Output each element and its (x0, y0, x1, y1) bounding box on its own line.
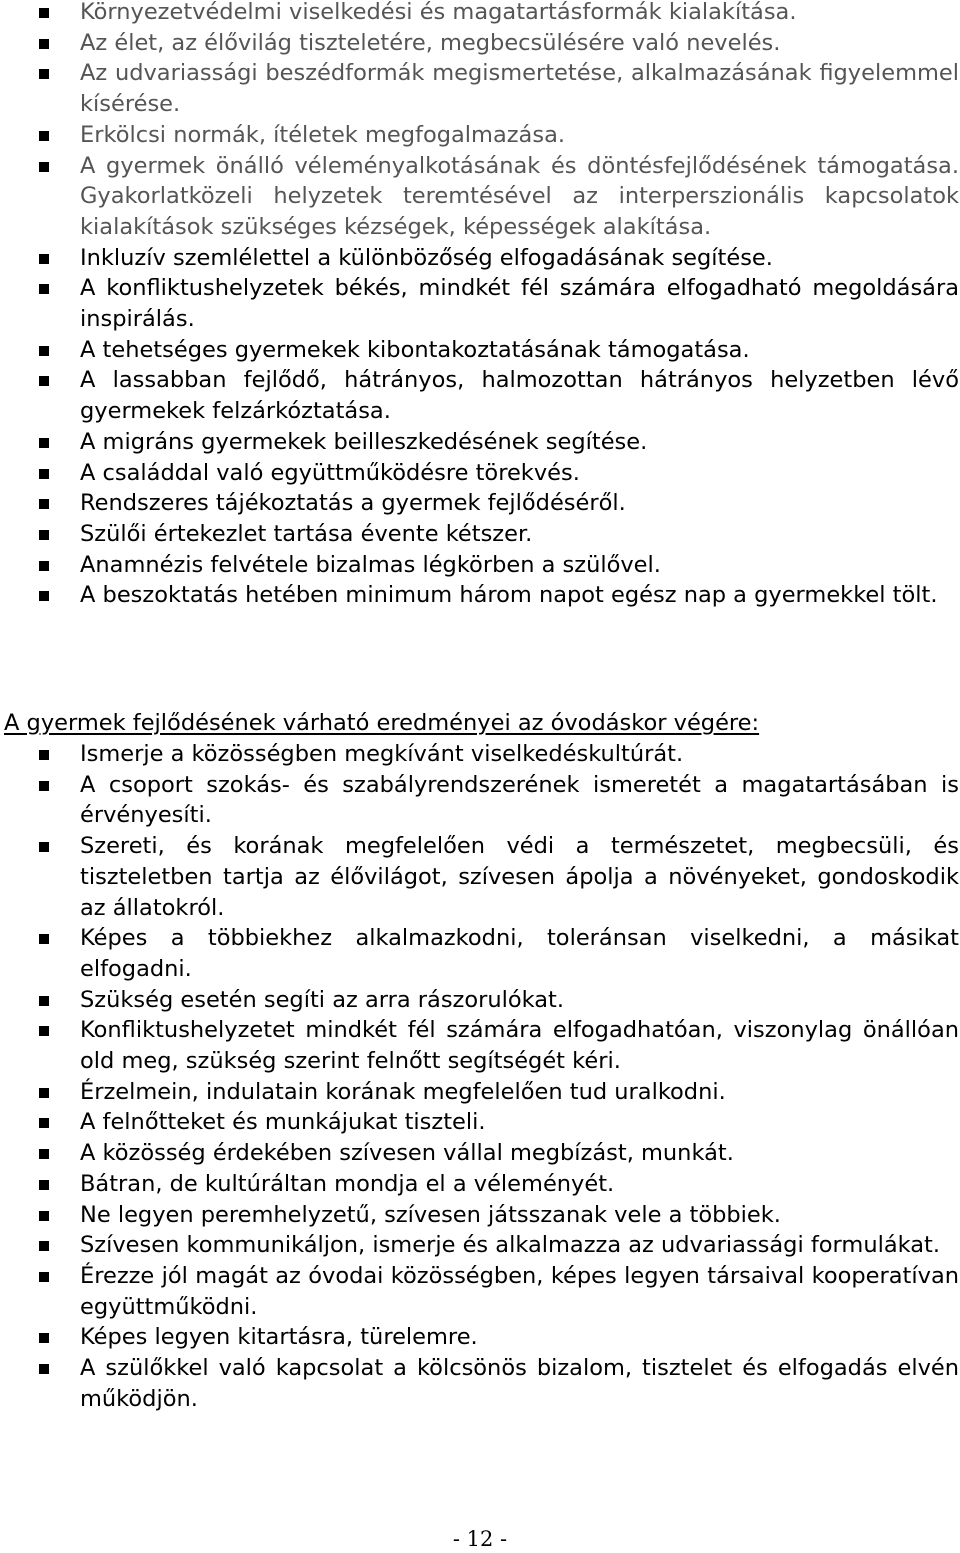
list-item: Anamnézis felvétele bizalmas légkörben a szülővel. (0, 550, 960, 581)
list-item: A lassabban fejlődő, hátrányos, halmozottan hátrányos helyzetben lévő gyermekek felzárkóztatása. (0, 365, 960, 426)
list-item: A szülőkkel való kapcsolat a kölcsönös bizalom, tisztelet és elfogadás elvén működjön. (0, 1353, 960, 1414)
list-item: Szükség esetén segíti az arra rászorulókat. (0, 985, 960, 1016)
list-item: Érzelmein, indulatain korának megfelelően tud uralkodni. (0, 1077, 960, 1108)
list-item: A családdal való együttműködésre törekvés. (0, 458, 960, 489)
list-item: Szívesen kommunikáljon, ismerje és alkalmazza az udvariassági formulákat. (0, 1230, 960, 1261)
list-item: A migráns gyermekek beilleszkedésének segítése. (0, 427, 960, 458)
list-item: Rendszeres tájékoztatás a gyermek fejlődéséről. (0, 488, 960, 519)
list-item: Az élet, az élővilág tiszteletére, megbecsülésére való nevelés. (0, 28, 960, 59)
bullet-list-expected-results (0, 739, 960, 1414)
page-number: - 12 - (452, 1527, 508, 1551)
list-item: Érezze jól magát az óvodai közösségben, képes legyen társaival kooperatívan együttműködni. (0, 1261, 960, 1322)
list-item: Ne legyen peremhelyzetű, szívesen játsszanak vele a többiek. (0, 1200, 960, 1231)
list-item: Az udvariassági beszédformák megismertetése, alkalmazásának figyelemmel kísérése. (0, 58, 960, 119)
list-item: A csoport szokás- és szabályrendszerének ismeretét a magatartásában is érvényesíti. (0, 770, 960, 831)
list-item: A felnőtteket és munkájukat tiszteli. (0, 1107, 960, 1138)
list-item: A gyermek önálló véleményalkotásának és döntésfejlődésének támogatása. Gyakorlatközeli helyzetek teremtésével az interperszionális kapcsolatok kialakítások szükséges kézségek, képességek alakítása. (0, 151, 960, 243)
bullet-list-goals (0, 0, 960, 611)
list-item: Környezetvédelmi viselkedési és magatartásformák kialakítása. (0, 0, 960, 28)
list-item: A közösség érdekében szívesen vállal megbízást, munkát. (0, 1138, 960, 1169)
list-item: Konfliktushelyzetet mindkét fél számára elfogadhatóan, viszonylag önállóan old meg, szükség szerint felnőtt segítségét kéri. (0, 1015, 960, 1076)
list-item: A tehetséges gyermekek kibontakoztatásának támogatása. (0, 335, 960, 366)
list-item: Erkölcsi normák, ítéletek megfogalmazása. (0, 120, 960, 151)
list-item: Inkluzív szemlélettel a különbözőség elfogadásának segítése. (0, 243, 960, 274)
list-item: Szereti, és korának megfelelően védi a természetet, megbecsüli, és tiszteletben tartja az élővilágot, szívesen ápolja a növényeket, gondoskodik az állatokról. (0, 831, 960, 923)
list-item: A konfliktushelyzetek békés, mindkét fél számára elfogadható megoldására inspirálás. (0, 273, 960, 334)
section-heading: A gyermek fejlődésének várható eredményei az óvodáskor végére: (4, 710, 760, 736)
list-item: Ismerje a közösségben megkívánt viselkedéskultúrát. (0, 739, 960, 770)
list-item: Képes legyen kitartásra, türelemre. (0, 1322, 960, 1353)
list-item: A beszoktatás hetében minimum három napot egész nap a gyermekkel tölt. (0, 580, 960, 611)
list-item: Szülői értekezlet tartása évente kétszer. (0, 519, 960, 550)
list-item: Képes a többiekhez alkalmazkodni, toleránsan viselkedni, a másikat elfogadni. (0, 923, 960, 984)
list-item: Bátran, de kultúráltan mondja el a véleményét. (0, 1169, 960, 1200)
